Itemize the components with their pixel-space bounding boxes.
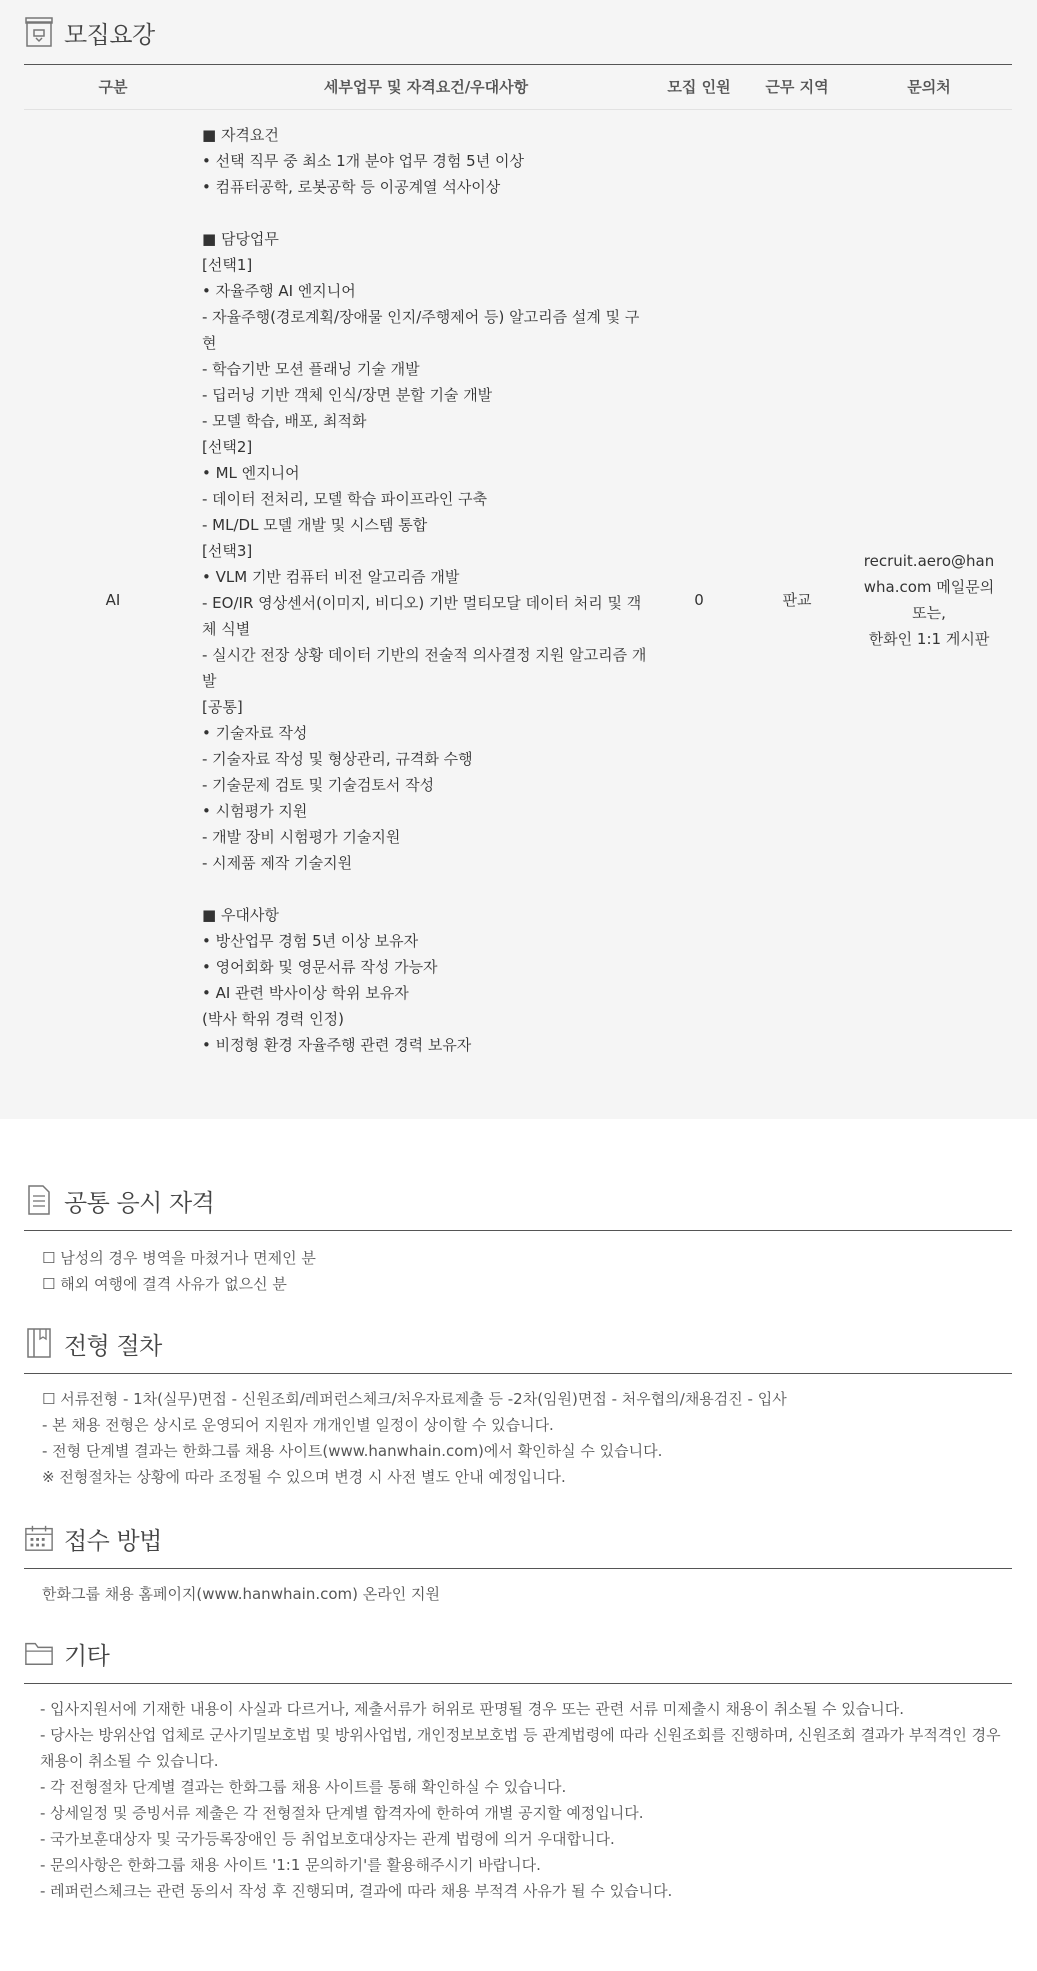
detail-line: - 실시간 전장 상황 데이터 기반의 전술적 의사결정 지원 알고리즘 개 — [202, 645, 647, 664]
etc-body — [24, 1684, 1012, 1904]
detail-line: ■ 자격요건 — [202, 125, 279, 144]
detail-line: • 컴퓨터공학, 로봇공학 등 이공계열 석사이상 — [202, 177, 501, 196]
detail-line: - 개발 장비 시험평가 기술지원 — [202, 827, 401, 846]
recruit-title: 모집요강 — [64, 20, 155, 49]
process-header — [24, 1313, 1012, 1373]
document-list-icon — [24, 1183, 54, 1217]
col-header-contact: 문의처 — [846, 65, 1012, 109]
detail-line: - 기술자료 작성 및 형상관리, 규격화 수행 — [202, 749, 473, 768]
col-header-count: 모집 인원 — [650, 65, 748, 109]
process-line: ☐ 서류전형 - 1차(실무)면접 - 신원조회/레퍼런스체크/처우자료제출 등 -2차(임원)면접 - 처우협의/채용검진 - 입사 — [42, 1390, 787, 1408]
etc-line: 채용이 취소될 수 있습니다. — [40, 1752, 219, 1770]
detail-line: • ML 엔지니어 — [202, 463, 300, 482]
detail-line: - 시제품 제작 기술지원 — [202, 853, 353, 872]
common-section — [0, 1170, 1037, 1297]
process-line: - 전형 단계별 결과는 한화그룹 채용 사이트(www.hanwhain.com)에서 확인하실 수 있습니다. — [42, 1442, 663, 1460]
detail-line: - 자율주행(경로계획/장애물 인지/주행제어 등) 알고리즘 설계 및 구 — [202, 307, 640, 326]
common-title: 공통 응시 자격 — [64, 1188, 215, 1217]
process-section — [0, 1313, 1037, 1490]
common-body — [24, 1231, 1012, 1297]
detail-line: 발 — [202, 671, 217, 690]
detail-line — [202, 200, 650, 226]
detail-line: - EO/IR 영상센서(이미지, 비디오) 기반 멀티모달 데이터 처리 및 객 — [202, 593, 642, 612]
process-line: ※ 전형절차는 상황에 따라 조정될 수 있으며 변경 시 사전 별도 안내 예정입니다. — [42, 1468, 566, 1486]
detail-line: - ML/DL 모델 개발 및 시스템 통합 — [202, 515, 428, 534]
col-header-details: 세부업무 및 자격요건/우대사항 — [202, 65, 650, 109]
category-cell: AI — [105, 590, 121, 609]
detail-line: • 선택 직무 중 최소 1개 분야 업무 경험 5년 이상 — [202, 151, 524, 170]
archive-box-icon — [24, 15, 54, 49]
detail-line: 체 식별 — [202, 619, 251, 638]
etc-line: - 입사지원서에 기재한 내용이 사실과 다르거나, 제출서류가 허위로 판명될 경우 또는 관련 서류 미제출시 채용이 취소될 수 있습니다. — [40, 1700, 904, 1718]
detail-line: • 시험평가 지원 — [202, 801, 308, 820]
apply-body — [24, 1569, 1012, 1607]
apply-header — [24, 1508, 1012, 1568]
detail-line: • AI 관련 박사이상 학위 보유자 — [202, 983, 409, 1002]
detail-line: - 데이터 전처리, 모델 학습 파이프라인 구축 — [202, 489, 488, 508]
etc-line: - 레퍼런스체크는 관련 동의서 작성 후 진행되며, 결과에 따라 채용 부적격 사유가 될 수 있습니다. — [40, 1882, 673, 1900]
detail-line: - 모델 학습, 배포, 최적화 — [202, 411, 367, 430]
table-header-row — [24, 65, 1012, 109]
count-cell: 0 — [694, 590, 704, 609]
etc-line: - 국가보훈대상자 및 국가등록장애인 등 취업보호대상자는 관계 법령에 의거 우대합니다. — [40, 1830, 615, 1848]
etc-line: - 상세일정 및 증빙서류 제출은 각 전형절차 단계별 합격자에 한하여 개별 공지할 예정입니다. — [40, 1804, 644, 1822]
apply-title: 접수 방법 — [64, 1526, 162, 1555]
etc-line: - 당사는 방위산업 업체로 군사기밀보호법 및 방위사업법, 개인정보보호법 등 관계법령에 따라 신원조회를 진행하며, 신원조회 결과가 부적격인 경우 — [40, 1726, 1001, 1744]
detail-line: ■ 담당업무 — [202, 229, 279, 248]
location-cell: 판교 — [782, 591, 812, 609]
detail-line: 현 — [202, 333, 217, 352]
detail-line: [선택2] — [202, 437, 253, 456]
detail-line: • VLM 기반 컴퓨터 비전 알고리즘 개발 — [202, 567, 460, 586]
detail-line — [202, 876, 650, 902]
table-row — [24, 109, 1012, 1090]
contact-line: 또는, — [912, 603, 946, 622]
recruit-table — [24, 65, 1012, 1090]
contact-line: wha.com 메일문의 — [863, 577, 995, 596]
details-cell — [202, 109, 650, 1090]
detail-line: • 비정형 환경 자율주행 관련 경력 보유자 — [202, 1035, 472, 1054]
detail-line: - 학습기반 모션 플래닝 기술 개발 — [202, 359, 420, 378]
etc-title: 기타 — [64, 1641, 110, 1670]
detail-line: [선택1] — [202, 255, 253, 274]
contact-line: recruit.aero@han — [863, 551, 995, 570]
etc-line: - 각 전형절차 단계별 결과는 한화그룹 채용 사이트를 통해 확인하실 수 있습니다. — [40, 1778, 567, 1796]
detail-line: • 기술자료 작성 — [202, 723, 308, 742]
apply-line: 한화그룹 채용 홈페이지(www.hanwhain.com) 온라인 지원 — [42, 1585, 440, 1603]
col-header-category: 구분 — [24, 65, 202, 109]
common-header — [24, 1170, 1012, 1230]
apply-section — [0, 1508, 1037, 1607]
etc-header — [24, 1623, 1012, 1683]
detail-line: [선택3] — [202, 541, 253, 560]
common-line: ☐ 해외 여행에 결격 사유가 없으신 분 — [42, 1275, 287, 1293]
common-line: ☐ 남성의 경우 병역을 마쳤거나 면제인 분 — [42, 1249, 316, 1267]
book-icon — [24, 1326, 54, 1360]
recruit-header — [24, 0, 1012, 64]
col-header-location: 근무 지역 — [748, 65, 846, 109]
detail-line: - 딥러닝 기반 객체 인식/장면 분할 기술 개발 — [202, 385, 493, 404]
etc-section — [0, 1623, 1037, 1904]
etc-line: - 문의사항은 한화그룹 채용 사이트 '1:1 문의하기'를 활용해주시기 바랍니다. — [40, 1856, 541, 1874]
detail-line: ■ 우대사항 — [202, 905, 279, 924]
detail-line: (박사 학위 경력 인정) — [202, 1009, 344, 1028]
detail-line: • 자율주행 AI 엔지니어 — [202, 281, 356, 300]
calendar-icon — [24, 1521, 54, 1555]
contact-cell — [846, 109, 1012, 1090]
detail-line: [공통] — [202, 697, 243, 716]
detail-line: • 영어회화 및 영문서류 작성 가능자 — [202, 957, 438, 976]
process-body — [24, 1374, 1012, 1490]
process-line: - 본 채용 전형은 상시로 운영되어 지원자 개개인별 일정이 상이할 수 있습니다. — [42, 1416, 554, 1434]
contact-line: 한화인 1:1 게시판 — [868, 629, 990, 648]
detail-line: • 방산업무 경험 5년 이상 보유자 — [202, 931, 419, 950]
folder-icon — [24, 1636, 54, 1670]
detail-line: - 기술문제 검토 및 기술검토서 작성 — [202, 775, 435, 794]
process-title: 전형 절차 — [64, 1331, 162, 1360]
